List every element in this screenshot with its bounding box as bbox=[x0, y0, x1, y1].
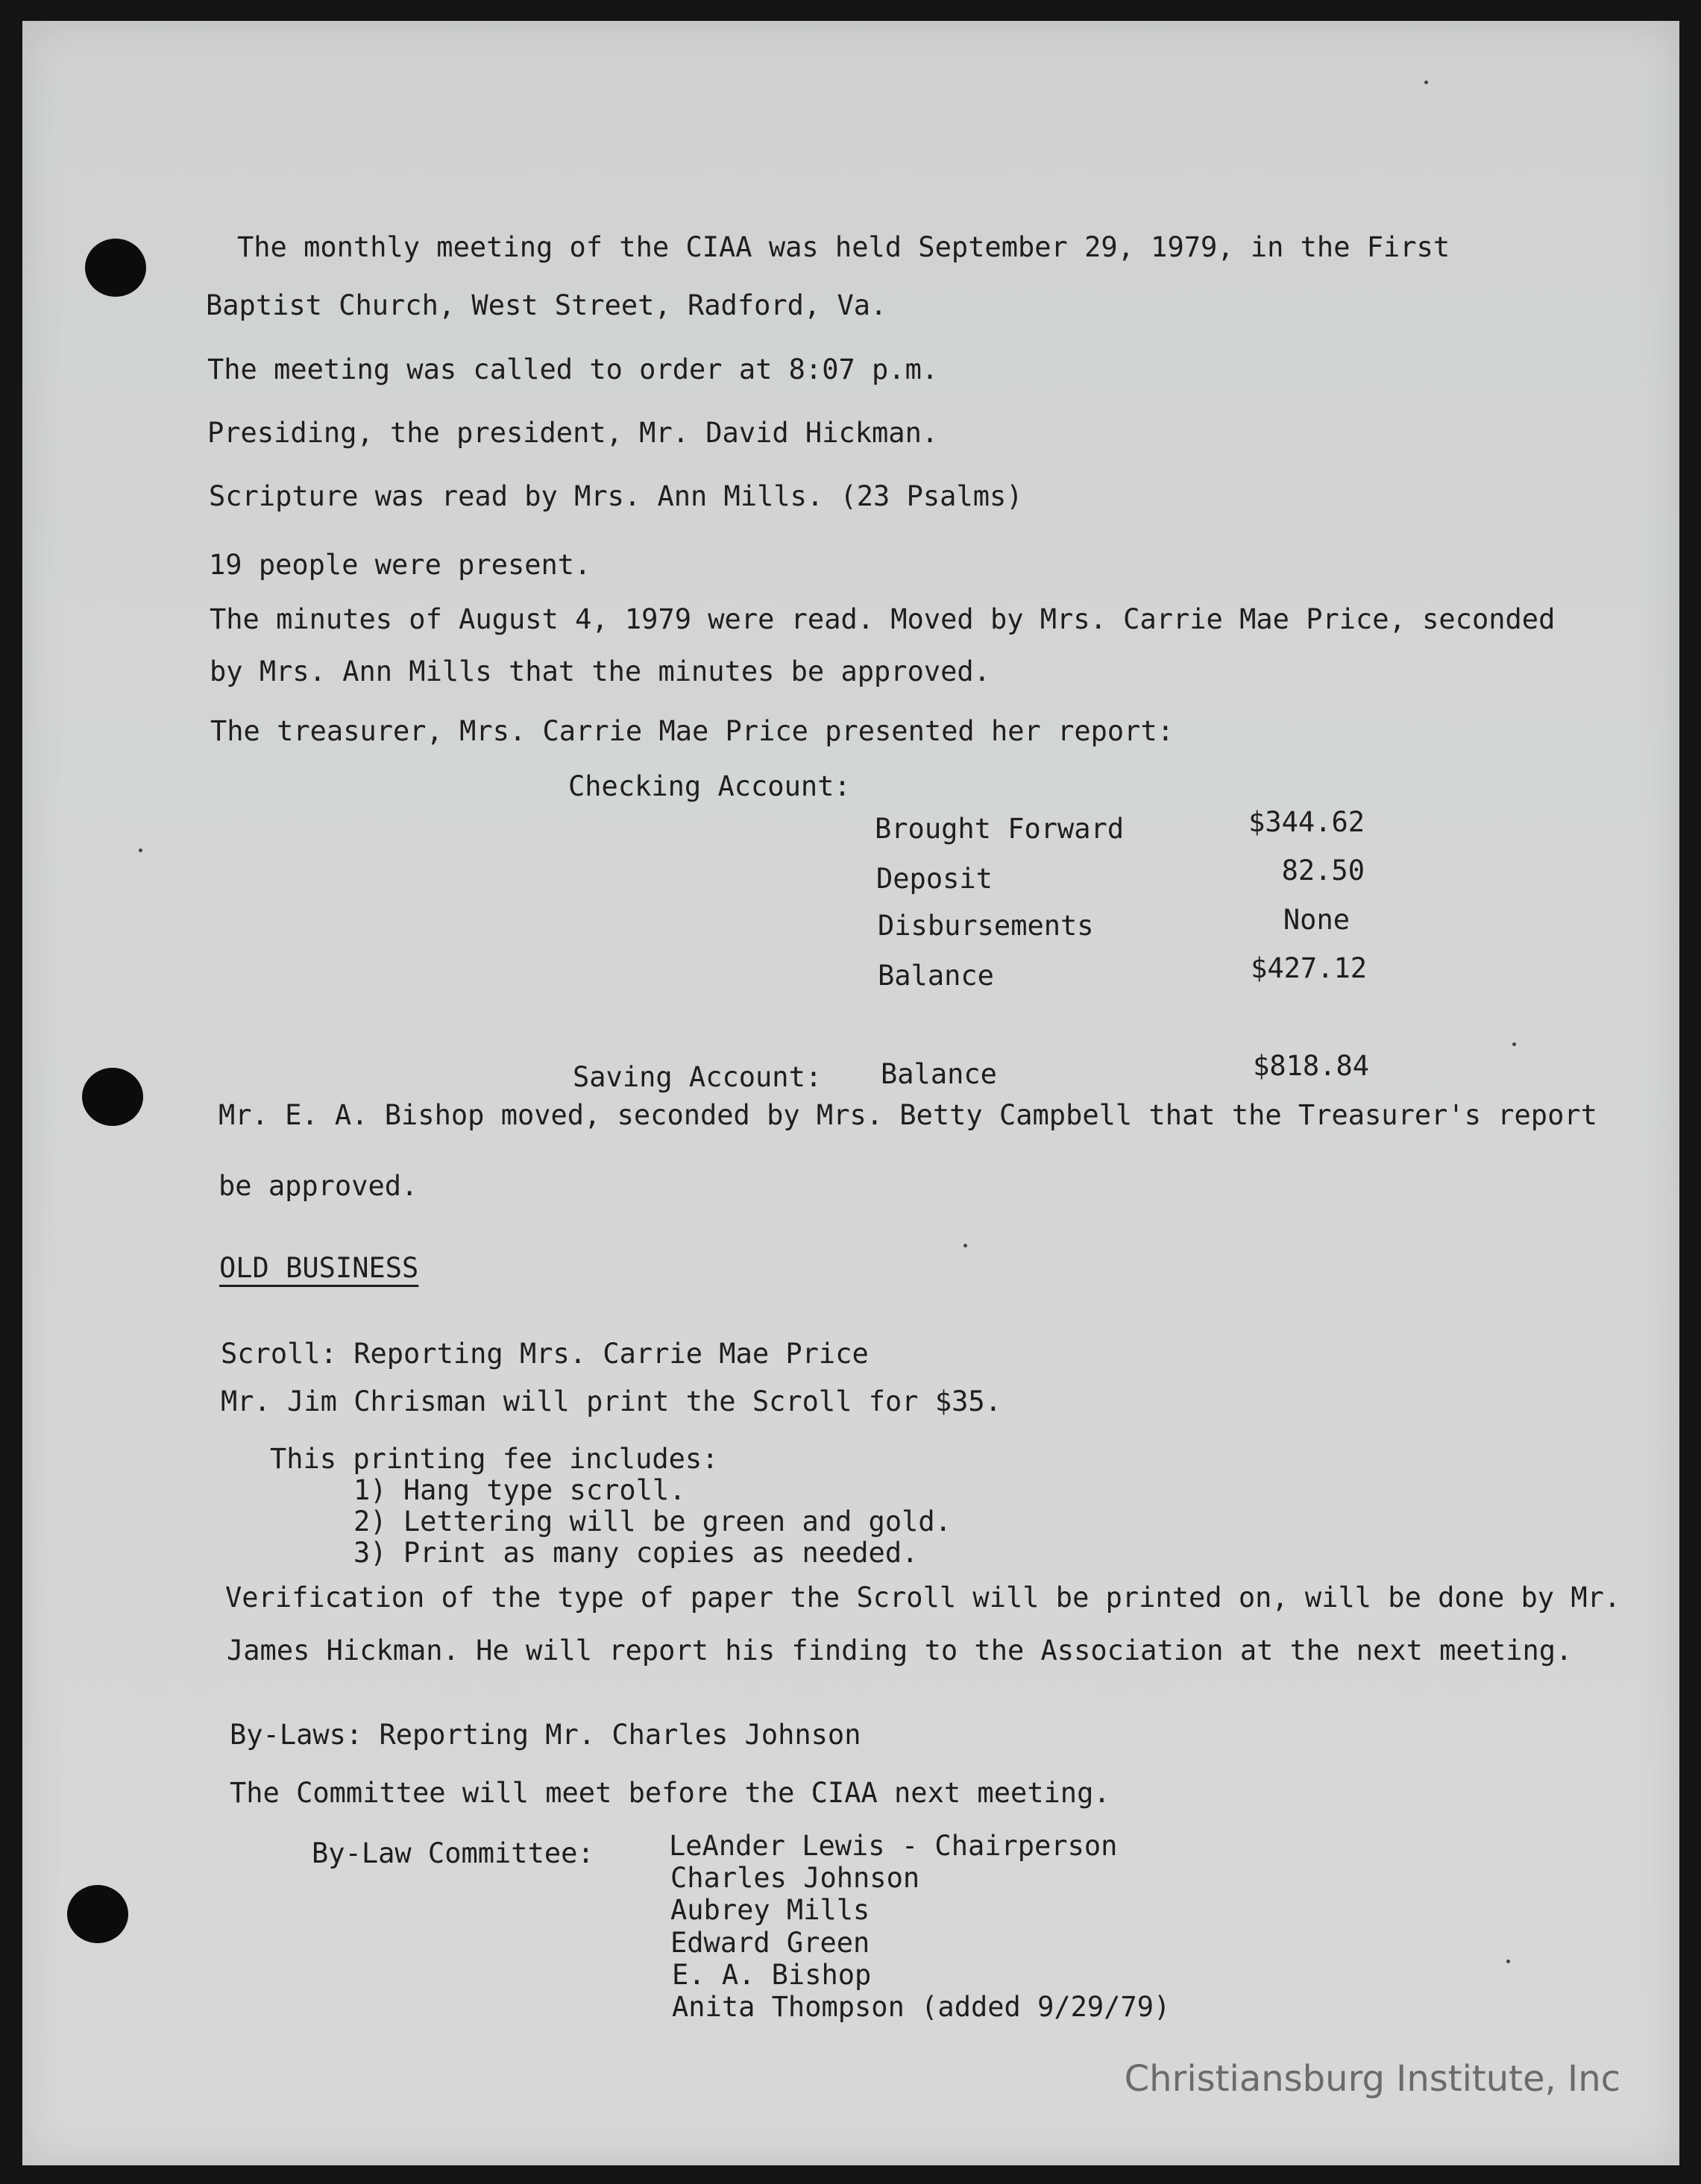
scroll-heading: Scroll: Reporting Mrs. Carrie Mae Price bbox=[221, 1338, 869, 1370]
fee-item: 2) Lettering will be green and gold. bbox=[353, 1505, 952, 1538]
checking-row-label: Disbursements bbox=[878, 910, 1094, 942]
treasurer-motion-line-2: be approved. bbox=[218, 1170, 418, 1202]
checking-heading: Checking Account: bbox=[568, 770, 851, 802]
checking-row-label: Deposit bbox=[876, 863, 993, 895]
called-to-order: The meeting was called to order at 8:07 p.m. bbox=[207, 353, 939, 385]
watermark: Christiansburg Institute, Inc bbox=[1124, 2058, 1620, 2100]
saving-heading: Saving Account: bbox=[573, 1061, 823, 1093]
fee-item: 3) Print as many copies as needed. bbox=[353, 1537, 919, 1569]
paper-speck bbox=[1512, 1042, 1516, 1046]
committee-member: LeAnder Lewis - Chairperson bbox=[669, 1830, 1118, 1862]
checking-row-value: $344.62 bbox=[1248, 806, 1365, 838]
paper-speck bbox=[963, 1244, 967, 1247]
saving-label: Balance bbox=[881, 1058, 997, 1090]
paper-speck bbox=[1424, 81, 1428, 84]
checking-row-value: 82.50 bbox=[1281, 855, 1365, 887]
intro-line-1: The monthly meeting of the CIAA was held September 29, 1979, in the First bbox=[237, 231, 1450, 263]
committee-member: Anita Thompson (added 9/29/79) bbox=[672, 1991, 1171, 2023]
committee-member: Charles Johnson bbox=[670, 1862, 920, 1894]
old-business-heading: OLD BUSINESS bbox=[219, 1252, 419, 1284]
checking-row-value: $427.12 bbox=[1251, 952, 1367, 984]
punch-hole-top bbox=[85, 239, 146, 297]
verification-line-2: James Hickman. He will report his finding to the Association at the next meeting. bbox=[227, 1634, 1573, 1667]
treasurer-intro: The treasurer, Mrs. Carrie Mae Price presented her report: bbox=[210, 715, 1175, 747]
minutes-line-2: by Mrs. Ann Mills that the minutes be approved. bbox=[210, 655, 990, 687]
fee-item: 1) Hang type scroll. bbox=[353, 1474, 686, 1506]
verification-line-1: Verification of the type of paper the Scroll will be printed on, will be done by Mr. bbox=[225, 1582, 1621, 1614]
committee-meet: The Committee will meet before the CIAA next meeting. bbox=[230, 1777, 1110, 1809]
bylaws-heading: By-Laws: Reporting Mr. Charles Johnson bbox=[230, 1719, 861, 1751]
fee-intro: This printing fee includes: bbox=[270, 1443, 719, 1475]
checking-row-label: Brought Forward bbox=[875, 813, 1125, 845]
attendance: 19 people were present. bbox=[209, 549, 591, 581]
committee-member: E. A. Bishop bbox=[672, 1959, 872, 1991]
presiding: Presiding, the president, Mr. David Hickman. bbox=[207, 417, 939, 449]
punch-hole-bottom bbox=[67, 1885, 128, 1943]
committee-label: By-Law Committee: bbox=[312, 1837, 594, 1869]
intro-line-2: Baptist Church, West Street, Radford, Va. bbox=[206, 289, 887, 321]
committee-member: Aubrey Mills bbox=[670, 1894, 870, 1926]
checking-row-label: Balance bbox=[878, 960, 994, 992]
scripture: Scripture was read by Mrs. Ann Mills. (23 Psalms) bbox=[209, 480, 1023, 512]
scroll-print: Mr. Jim Chrisman will print the Scroll for $35. bbox=[221, 1385, 1002, 1417]
committee-member: Edward Green bbox=[670, 1927, 870, 1959]
punch-hole-middle bbox=[82, 1068, 143, 1126]
paper-speck bbox=[1506, 1960, 1510, 1963]
treasurer-motion-line-1: Mr. E. A. Bishop moved, seconded by Mrs. Betty Campbell that the Treasurer's report bbox=[218, 1099, 1597, 1131]
minutes-line-1: The minutes of August 4, 1979 were read. Moved by Mrs. Carrie Mae Price, seconded bbox=[210, 603, 1556, 635]
paper-speck bbox=[139, 849, 142, 852]
checking-row-value: None bbox=[1283, 904, 1350, 936]
saving-value: $818.84 bbox=[1253, 1050, 1369, 1082]
